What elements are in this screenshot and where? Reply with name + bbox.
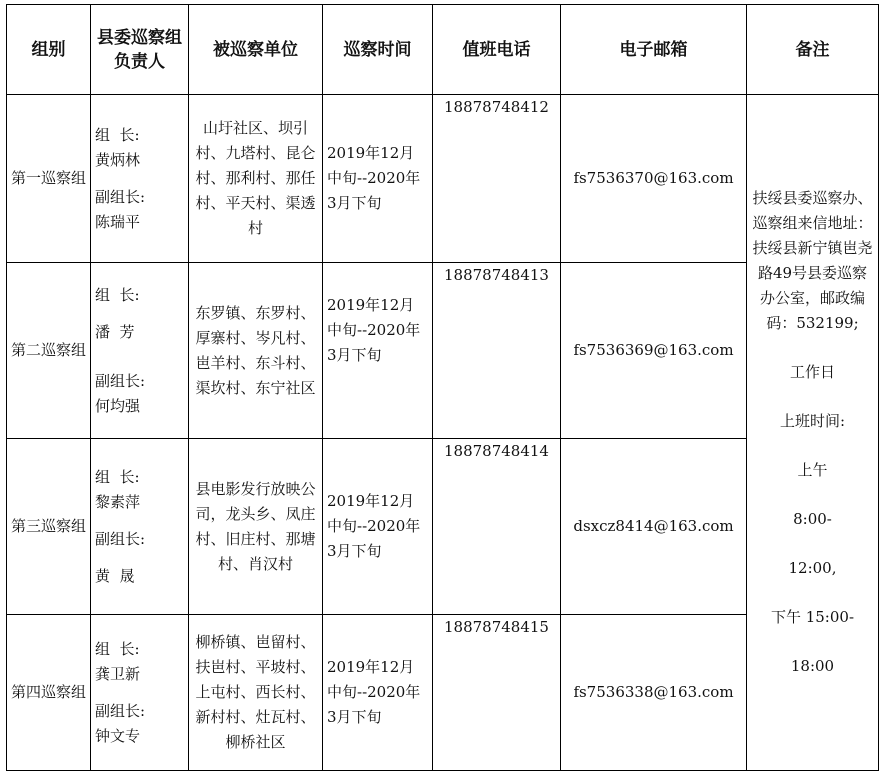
group-name: 第二巡察组: [7, 263, 91, 439]
header-group: 组别: [7, 5, 91, 95]
group-name: 第三巡察组: [7, 439, 91, 615]
header-email: 电子邮箱: [561, 5, 747, 95]
leader-name: 潘 芳: [95, 322, 135, 341]
leader-name: 黄炳林: [95, 150, 141, 169]
header-row: [7, 5, 879, 95]
deputy-name: 钟文专: [95, 726, 141, 745]
leader-cell: [91, 95, 189, 263]
mailing-address: 扶绥县委巡察办、巡察组来信地址：扶绥县新宁镇岜尧路49号县委巡察办公室，邮政编码：532199;: [752, 189, 873, 332]
leader-title: 组 长:: [95, 285, 140, 304]
table-row: [7, 95, 879, 263]
duty-phone: 18878748412: [433, 95, 561, 263]
header-phone: 值班电话: [433, 5, 561, 95]
deputy-title: 副组长:: [95, 529, 146, 548]
duty-phone: 18878748415: [433, 615, 561, 771]
duty-phone: 18878748413: [433, 263, 561, 439]
email-address: fs7536369@163.com: [561, 263, 747, 439]
afternoon-hours: 下午 15:00-: [770, 608, 855, 626]
inspection-schedule-table: [6, 4, 879, 771]
inspected-units: 山圩社区、坝引村、九塔村、昆仑村、那利村、那任村、平天村、渠透村: [189, 95, 323, 263]
morning-start: 8:00-: [793, 510, 832, 528]
group-name: 第四巡察组: [7, 615, 91, 771]
duty-phone: 18878748414: [433, 439, 561, 615]
deputy-name: 黄 晟: [95, 566, 135, 585]
leader-cell: [91, 615, 189, 771]
leader-title: 组 长:: [95, 467, 140, 486]
deputy-name: 陈瑞平: [95, 212, 141, 231]
email-address: fs7536338@163.com: [561, 615, 747, 771]
email-address: dsxcz8414@163.com: [561, 439, 747, 615]
header-time: 巡察时间: [323, 5, 433, 95]
leader-name: 龚卫新: [95, 664, 141, 683]
header-leader: 县委巡察组负责人: [91, 5, 189, 95]
inspection-time: 2019年12月中旬--2020年3月下旬: [323, 95, 433, 263]
inspection-time: 2019年12月中旬--2020年3月下旬: [323, 263, 433, 439]
group-name: 第一巡察组: [7, 95, 91, 263]
email-address: fs7536370@163.com: [561, 95, 747, 263]
deputy-name: 何均强: [95, 396, 141, 415]
afternoon-end: 18:00: [790, 657, 835, 675]
header-note: 备注: [747, 5, 879, 95]
leader-title: 组 长:: [95, 639, 140, 658]
header-units: 被巡察单位: [189, 5, 323, 95]
morning-label: 上午: [797, 461, 828, 479]
deputy-title: 副组长:: [95, 187, 146, 206]
inspected-units: 柳桥镇、岜留村、扶岜村、平坡村、上屯村、西长村、新村村、灶瓦村、柳桥社区: [189, 615, 323, 771]
leader-cell: [91, 439, 189, 615]
leader-name: 黎素萍: [95, 492, 141, 511]
morning-end: 12:00,: [788, 559, 837, 577]
leader-title: 组 长:: [95, 125, 140, 144]
deputy-title: 副组长:: [95, 371, 146, 390]
inspection-time: 2019年12月中旬--2020年3月下旬: [323, 439, 433, 615]
workday-label: 工作日: [789, 363, 835, 381]
inspected-units: 东罗镇、东罗村、厚寨村、岑凡村、岜羊村、东斗村、渠坎村、东宁社区: [189, 263, 323, 439]
office-hours-label: 上班时间:: [779, 412, 846, 430]
inspected-units: 县电影发行放映公司，龙头乡、凤庄村、旧庄村、那塘村、肖汉村: [189, 439, 323, 615]
leader-cell: [91, 263, 189, 439]
deputy-title: 副组长:: [95, 701, 146, 720]
inspection-time: 2019年12月中旬--2020年3月下旬: [323, 615, 433, 771]
note-cell: [747, 95, 879, 771]
